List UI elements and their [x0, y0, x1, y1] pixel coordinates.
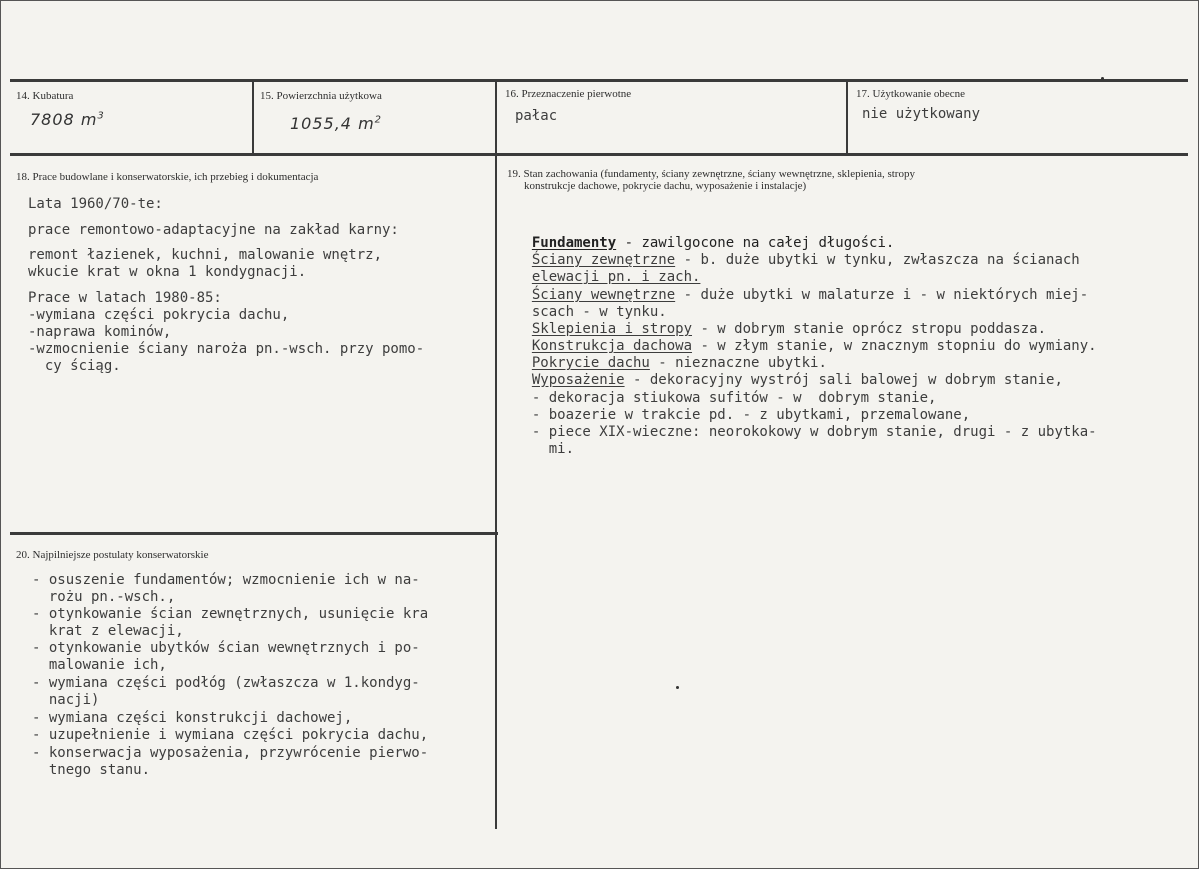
field-17-label: 17. Użytkowanie obecne — [856, 88, 966, 100]
field-18-line: -wymiana części pokrycia dachu, — [28, 307, 290, 323]
field-20-line: krat z elewacji, — [32, 623, 184, 639]
field-20-label: 20. Najpilniejsze postulaty konserwatorskie — [16, 549, 209, 561]
field-19-label-cont: konstrukcje dachowe, pokrycie dachu, wyposażenie i instalacje) — [524, 180, 807, 192]
field-19-label: 19. Stan zachowania (fundamenty, ściany zewnętrzne, ściany wewnętrzne, sklepienia, stropy — [507, 168, 915, 180]
field-18-line: Lata 1960/70-te: — [28, 196, 163, 212]
divider-16-17 — [846, 79, 848, 156]
field-19-item: elewacji pn. i zach. — [531, 269, 701, 285]
top-rule — [10, 79, 1188, 82]
field-18-line: -naprawa kominów, — [28, 324, 172, 340]
field-19-item: Konstrukcja dachowa - w złym stanie, w znacznym stopniu do wymiany. — [531, 338, 1097, 354]
field-19-item: Fundamenty - zawilgocone na całej długości. — [531, 235, 895, 251]
field-15-label: 15. Powierzchnia użytkowa — [260, 90, 382, 102]
field-20-line: nacji) — [32, 692, 100, 708]
field-18-line: cy ściąg. — [28, 358, 121, 374]
field-16-value: pałac — [515, 108, 558, 124]
field-20-line: - wymiana części podłóg (zwłaszcza w 1.kondyg- — [32, 675, 420, 691]
field-19-item: - dekoracja stiukowa sufitów - w dobrym stanie, — [531, 390, 937, 406]
field-18-line: prace remontowo-adaptacyjne na zakład karny: — [28, 222, 399, 238]
field-20-line: tnego stanu. — [32, 762, 151, 778]
field-18-line: Prace w latach 1980-85: — [28, 290, 222, 306]
field-14-label: 14. Kubatura — [16, 90, 74, 102]
divider-14-15 — [252, 79, 254, 156]
field-15-value: 1055,4 $m^2$ — [290, 114, 383, 133]
field-19-item: Ściany zewnętrzne - b. duże ubytki w tynku, zwłaszcza na ścianach — [531, 252, 1080, 268]
field-19-item: - piece XIX-wieczne: neorokokowy w dobrym stanie, drugi - z ubytka- — [531, 424, 1097, 440]
field-18-line: -wzmocnienie ściany naroża pn.-wsch. przy pomo- — [28, 341, 425, 357]
field-20-line: rożu pn.-wsch., — [32, 589, 176, 605]
row1-bottom-rule — [10, 153, 1188, 156]
field-20-line: - uzupełnienie i wymiana części pokrycia dachu, — [32, 727, 429, 743]
field-19-item: Ściany wewnętrzne - duże ubytki w malaturze i - w niektórych miej- — [531, 287, 1089, 303]
field-19-item: Wyposażenie - dekoracyjny wystrój sali balowej w dobrym stanie, — [531, 372, 1063, 388]
field-18-line: wkucie krat w okna 1 kondygnacji. — [28, 264, 307, 280]
field-20-line: - osuszenie fundamentów; wzmocnienie ich w na- — [32, 572, 420, 588]
section18-bottom-rule — [10, 532, 498, 535]
paper-speck — [676, 686, 679, 689]
field-17-value: nie użytkowany — [862, 106, 981, 122]
field-19-item: Sklepienia i stropy - w dobrym stanie oprócz stropu poddasza. — [531, 321, 1047, 337]
field-19-item: mi. — [531, 441, 575, 457]
field-20-line: - konserwacja wyposażenia, przywrócenie pierwo- — [32, 745, 429, 761]
field-14-value: 7808 $m^3$ — [30, 110, 105, 129]
field-20-line: - otynkowanie ścian zewnętrznych, usunięcie kra — [32, 606, 429, 622]
field-18-line: remont łazienek, kuchni, malowanie wnętrz, — [28, 247, 383, 263]
field-20-line: - wymiana części konstrukcji dachowej, — [32, 710, 353, 726]
paper-speck — [1101, 77, 1104, 80]
field-18-label: 18. Prace budowlane i konserwatorskie, ich przebieg i dokumentacja — [16, 171, 319, 183]
divider-15-16 — [495, 79, 497, 829]
field-16-label: 16. Przeznaczenie pierwotne — [505, 88, 632, 100]
field-19-item: Pokrycie dachu - nieznaczne ubytki. — [531, 355, 827, 371]
field-19-item: scach - w tynku. — [531, 304, 667, 320]
field-19-item: - boazerie w trakcie pd. - z ubytkami, przemalowane, — [531, 407, 971, 423]
field-20-line: malowanie ich, — [32, 657, 167, 673]
field-20-line: - otynkowanie ubytków ścian wewnętrznych i po- — [32, 640, 420, 656]
